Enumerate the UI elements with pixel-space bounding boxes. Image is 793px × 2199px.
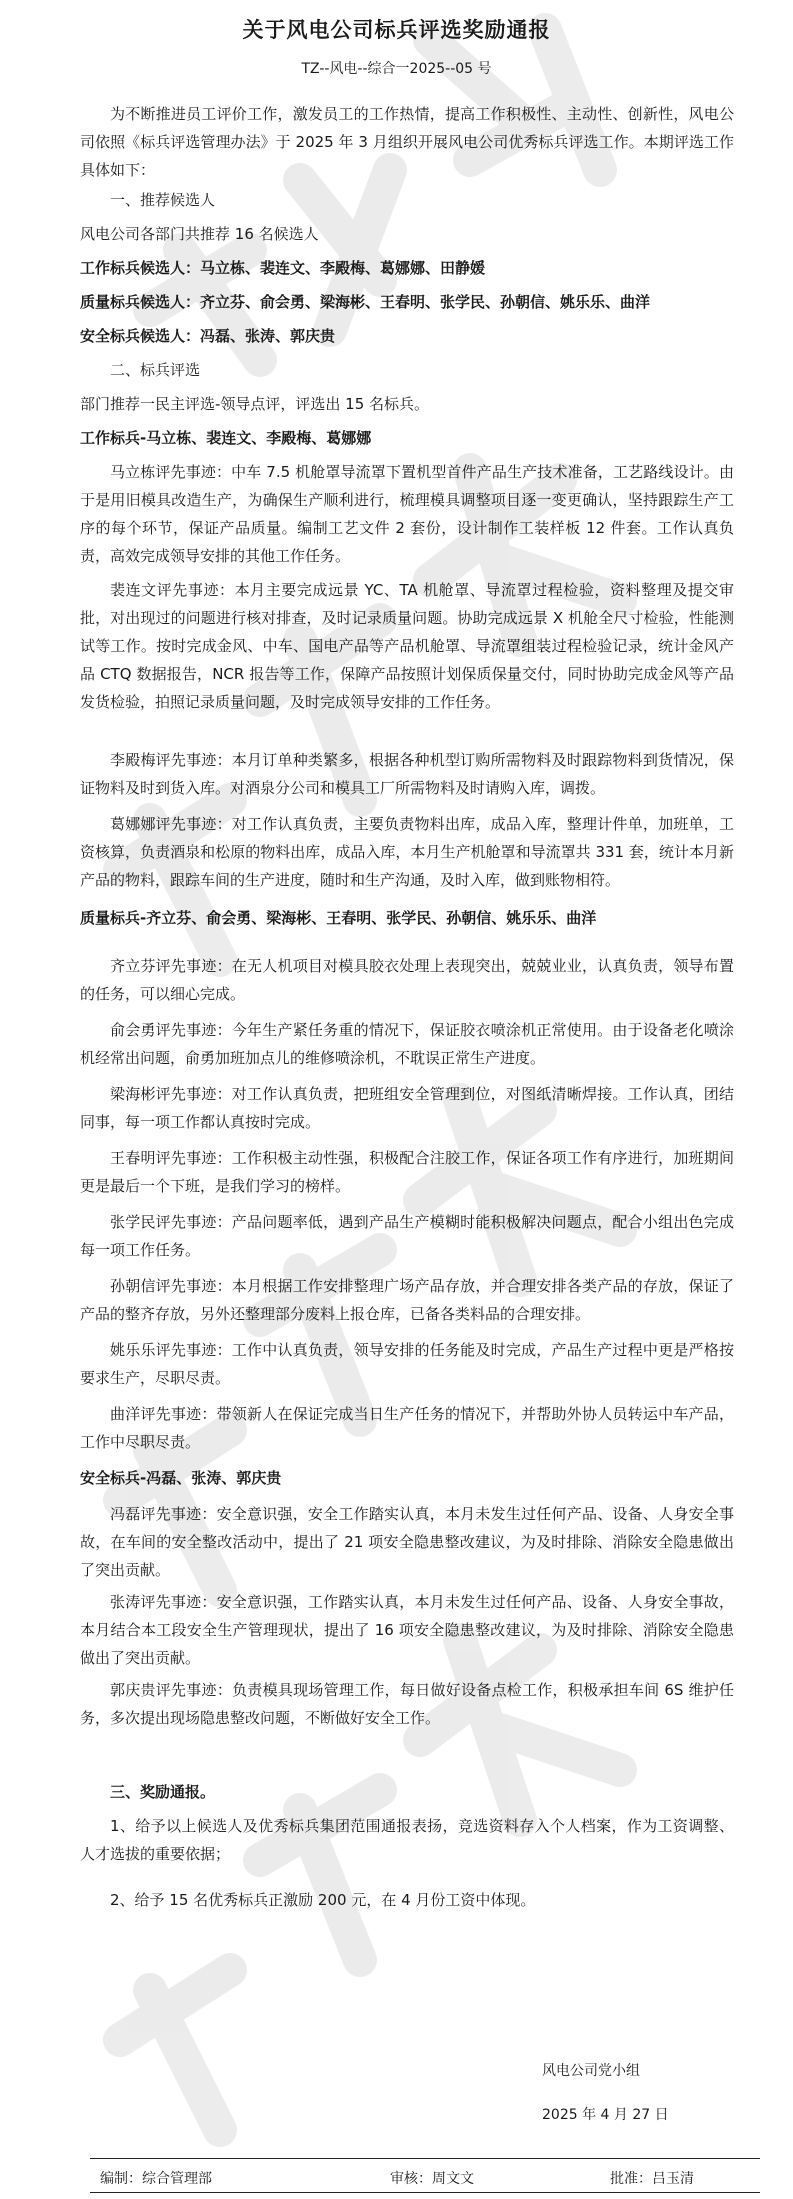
work-candidates: 工作标兵候选人：马立栋、裴连文、李殿梅、葛娜娜、田静媛 xyxy=(80,259,486,277)
footer-bottom-rule xyxy=(90,2192,760,2193)
signature-org: 风电公司党小组 xyxy=(542,2063,640,2079)
section-2-text: 部门推荐一民主评选-领导点评，评选出 15 名标兵。 xyxy=(80,395,430,413)
quality-item-3: 梁海彬评先事迹：对工作认真负责，把班组安全管理到位，对图纸清晰焊接。工作认真，团结同事，每一项工作都认真按时完成。 xyxy=(80,1085,734,1131)
document-title: 关于风电公司标兵评选奖励通报 xyxy=(242,18,551,42)
work-item-1: 马立栋评先事迹：中车 7.5 机舱罩导流罩下置机型首件产品生产技术准备，工艺路线设计。由于是用旧模具改造生产，为确保生产顺利进行，梳理模具调整项目逐一变更确认，坚持跟踪生产工序的每个环节，保证产品质量。编制工艺文件 2 套份，设计制作工装样板 12 件套。工作认真负责，高效完成领导安排的其他工作任务。 xyxy=(80,463,734,565)
safety-candidates: 安全标兵候选人：冯磊、张涛、郭庆贵 xyxy=(80,327,336,345)
footer-reviewer: 审核：周文文 xyxy=(390,2171,474,2187)
work-group-heading: 工作标兵-马立栋、裴连文、李殿梅、葛娜娜 xyxy=(80,429,372,447)
quality-group-heading: 质量标兵-齐立芬、俞会勇、梁海彬、王春明、张学民、孙朝信、姚乐乐、曲洋 xyxy=(80,909,597,927)
quality-item-5: 张学民评先事迹：产品问题率低，遇到产品生产模糊时能积极解决问题点，配合小组出色完成每一项工作任务。 xyxy=(80,1213,734,1259)
section-3-heading: 三、奖励通报。 xyxy=(110,1783,216,1801)
quality-item-2: 俞会勇评先事迹：今年生产紧任务重的情况下，保证胶衣喷涂机正常使用。由于设备老化喷涂机经常出问题，俞勇加班加点儿的维修喷涂机，不耽误正常生产进度。 xyxy=(80,1021,734,1067)
section-2-heading: 二、标兵评选 xyxy=(110,361,201,379)
footer-top-rule xyxy=(90,2158,760,2159)
safety-item-1: 冯磊评先事迹：安全意识强，安全工作踏实认真，本月未发生过任何产品、设备、人身安全事故，在车间的安全整改活动中，提出了 21 项安全隐患整改建议，为及时排除、消除安全隐患做出了突出贡献。 xyxy=(80,1505,734,1579)
section-1-text: 风电公司各部门共推荐 16 名候选人 xyxy=(80,225,319,243)
safety-group-heading: 安全标兵-冯磊、张涛、郭庆贵 xyxy=(80,1469,282,1487)
document-number: TZ--风电--综合一2025--05 号 xyxy=(301,61,492,77)
section-1-heading: 一、推荐候选人 xyxy=(110,191,216,209)
intro-paragraph: 为不断推进员工评价工作，激发员工的工作热情，提高工作积极性、主动性、创新性，风电公司依照《标兵评选管理办法》于 2025 年 3 月组织开展风电公司优秀标兵评选工作。本期评选工作具体如下： xyxy=(80,105,734,179)
work-item-4: 葛娜娜评先事迹：对工作认真负责，主要负责物料出库，成品入库，整理计件单，加班单，工资核算，负责酒泉和松原的物料出库，成品入库，本月生产机舱罩和导流罩共 331 套，统计本月新产品的物料，跟踪车间的生产进度，随时和生产沟通，及时入库，做到账物相符。 xyxy=(80,815,734,889)
work-item-3: 李殿梅评先事迹：本月订单种类繁多，根据各种机型订购所需物料及时跟踪物料到货情况，保证物料及时到货入库。对酒泉分公司和模具工厂所需物料及时请购入库，调拨。 xyxy=(80,751,734,797)
footer-editor: 编制：综合管理部 xyxy=(100,2171,212,2187)
quality-item-1: 齐立芬评先事迹：在无人机项目对模具胶衣处理上表现突出，兢兢业业，认真负责，领导布置的任务，可以细心完成。 xyxy=(80,957,734,1003)
signature-date: 2025 年 4 月 27 日 xyxy=(542,2107,669,2123)
safety-item-2: 张涛评先事迹：安全意识强，工作踏实认真，本月未发生过任何产品、设备、人身安全事故，本月结合本工段安全生产管理现状，提出了 16 项安全隐患整改建议，为及时排除、消除安全隐患做出了突出贡献。 xyxy=(80,1593,734,1667)
quality-item-6: 孙朝信评先事迹：本月根据工作安排整理广场产品存放，并合理安排各类产品的存放，保证了产品的整齐存放，另外还整理部分废料上报仓库，已备各类料品的合理安排。 xyxy=(80,1277,734,1323)
quality-item-7: 姚乐乐评先事迹：工作中认真负责，领导安排的任务能及时完成，产品生产过程中更是严格按要求生产，尽职尽责。 xyxy=(80,1341,734,1387)
safety-item-3: 郭庆贵评先事迹：负责模具现场管理工作，每日做好设备点检工作，积极承担车间 6S 维护任务，多次提出现场隐患整改问题，不断做好安全工作。 xyxy=(80,1681,734,1727)
quality-item-8: 曲洋评先事迹：带领新人在保证完成当日生产任务的情况下，并帮助外协人员转运中车产品，工作中尽职尽责。 xyxy=(80,1405,734,1451)
quality-candidates: 质量标兵候选人：齐立芬、俞会勇、梁海彬、王春明、张学民、孙朝信、姚乐乐、曲洋 xyxy=(80,293,651,311)
reward-item-1: 1、给予以上候选人及优秀标兵集团范围通报表扬，竞选资料存入个人档案，作为工资调整、人才选拔的重要依据； xyxy=(80,1817,734,1863)
quality-item-4: 王春明评先事迹：工作积极主动性强，积极配合注胶工作，保证各项工作有序进行，加班期间更是最后一个下班，是我们学习的榜样。 xyxy=(80,1149,734,1195)
reward-item-2: 2、给予 15 名优秀标兵正激励 200 元，在 4 月份工资中体现。 xyxy=(110,1891,536,1909)
work-item-2: 裴连文评先事迹：本月主要完成远景 YC、TA 机舱罩、导流罩过程检验，资料整理及提交审批，对出现过的问题进行核对排查，及时记录质量问题。协助完成远景 X 机舱全尺寸检验，性能测试等工作。按时完成金风、中车、国电产品等产品机舱罩、导流罩组装过程检验记录，统计金风产品 CTQ 数据报告，NCR 报告等工作，保障产品按照计划保质保量交付，同时协助完成金风等产品发货检验，拍照记录质量问题，及时完成领导安排的工作任务。 xyxy=(80,581,734,711)
footer-approver: 批准：吕玉清 xyxy=(610,2171,694,2187)
